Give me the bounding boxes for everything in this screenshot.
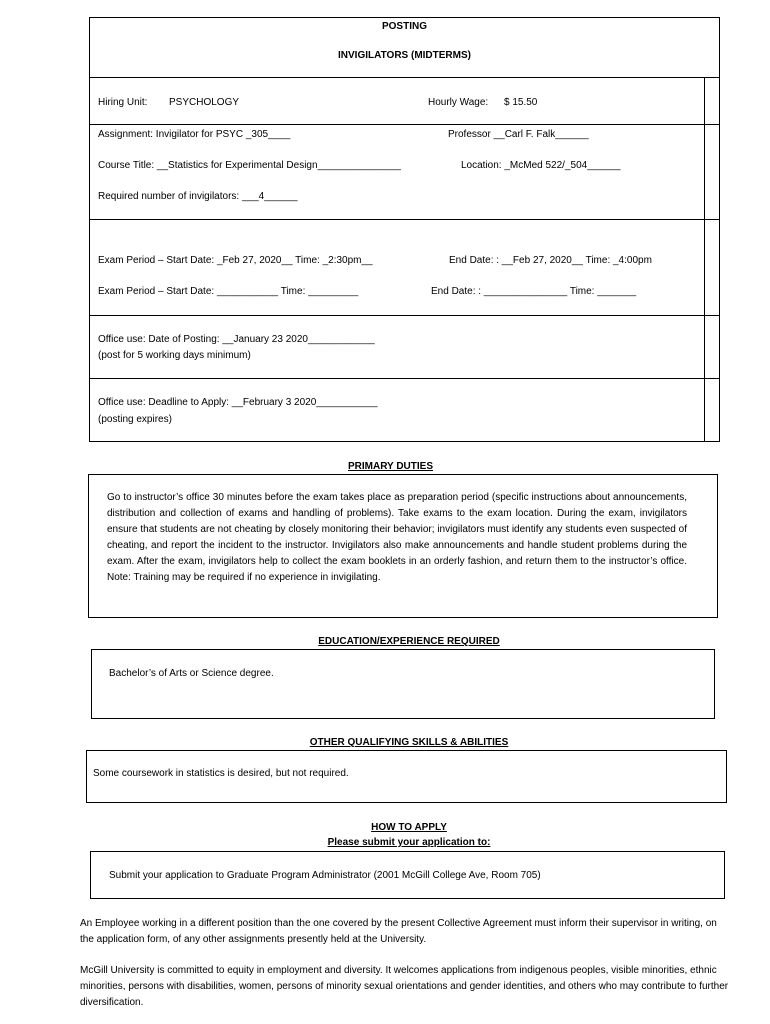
location-text: Location: _McMed 522/_504______: [461, 160, 621, 171]
skills-heading: OTHER QUALIFYING SKILLS & ABILITIES: [309, 737, 509, 748]
footer-paragraph-equity: McGill University is committed to equity in employment and diversity. It welcomes applications from indigenous peoples, visible minorities, ethnic minorities, persons with disabilities, women, persons of minority sexual orientations and gender identities, and others who may contribute to further diversification.: [80, 965, 729, 1008]
deadline-line1: Office use: Deadline to Apply: __February 3 2020___________: [98, 397, 378, 408]
assignment-text: Assignment: Invigilator for PSYC _305____: [98, 129, 291, 140]
info-right-divider: [704, 77, 705, 442]
professor-text: Professor __Carl F. Falk______: [448, 129, 589, 140]
education-box: [91, 649, 715, 719]
divider-3: [89, 315, 720, 316]
header-title: INVIGILATORS (MIDTERMS): [338, 50, 471, 61]
hourly-wage-label: Hourly Wage:: [428, 97, 489, 108]
posting-date-line1: Office use: Date of Posting: __January 23 2020____________: [98, 334, 375, 345]
header-posting: POSTING: [381, 21, 427, 32]
posting-date-line2: (post for 5 working days minimum): [98, 350, 251, 361]
course-title-text: Course Title: __Statistics for Experimental Design_______________: [98, 160, 401, 171]
divider-4: [89, 378, 720, 379]
divider-1: [89, 124, 720, 125]
hiring-unit-label: Hiring Unit:: [98, 97, 148, 108]
exam-row2-end: End Date: : _______________ Time: _______: [431, 286, 637, 297]
duties-heading: PRIMARY DUTIES: [347, 461, 433, 472]
exam-row1-end: End Date: : __Feb 27, 2020__ Time: _4:00pm: [449, 255, 652, 266]
exam-row2-start: Exam Period – Start Date: ___________ Time: _________: [98, 286, 359, 297]
skills-text: Some coursework in statistics is desired, but not required.: [93, 768, 349, 779]
apply-text: Submit your application to Graduate Program Administrator (2001 McGill College Ave, Room 705): [109, 870, 541, 881]
duties-text: Go to instructor’s office 30 minutes before the exam takes place as preparation period (specific instructions about announcements, distribution and collection of exams and handling of problems). Take exams to the exam location. During the exam, invigilators ensure that students are not cheating by closely monitoring their behavior; invigilators must identify any students even suspected of cheating, and report the incident to the instructor. Invigilators also make announcements and handle student problems during the exam. After the exam, invigilators help to collect the exam booklets in an orderly fashion, and return them to the instructor’s office. Note: Training may be required if no experience in invigilating.: [107, 492, 687, 583]
apply-heading: HOW TO APPLY: [371, 822, 447, 833]
hourly-wage-value: $ 15.50: [504, 97, 538, 108]
required-invigilators-text: Required number of invigilators: ___4______: [98, 191, 298, 202]
deadline-line2: (posting expires): [98, 414, 172, 425]
education-heading: EDUCATION/EXPERIENCE REQUIRED: [318, 636, 500, 647]
divider-2: [89, 219, 720, 220]
footer-paragraph-employee: An Employee working in a different position than the one covered by the present Collective Agreement must inform their supervisor in writing, on the application form, of any other assignments presently held at the University.: [80, 918, 717, 945]
apply-subheading: Please submit your application to:: [327, 837, 491, 848]
education-text: Bachelor’s of Arts or Science degree.: [109, 668, 274, 679]
exam-row1-start: Exam Period – Start Date: _Feb 27, 2020__ Time: _2:30pm__: [98, 255, 373, 266]
hiring-unit-value: PSYCHOLOGY: [169, 97, 240, 108]
